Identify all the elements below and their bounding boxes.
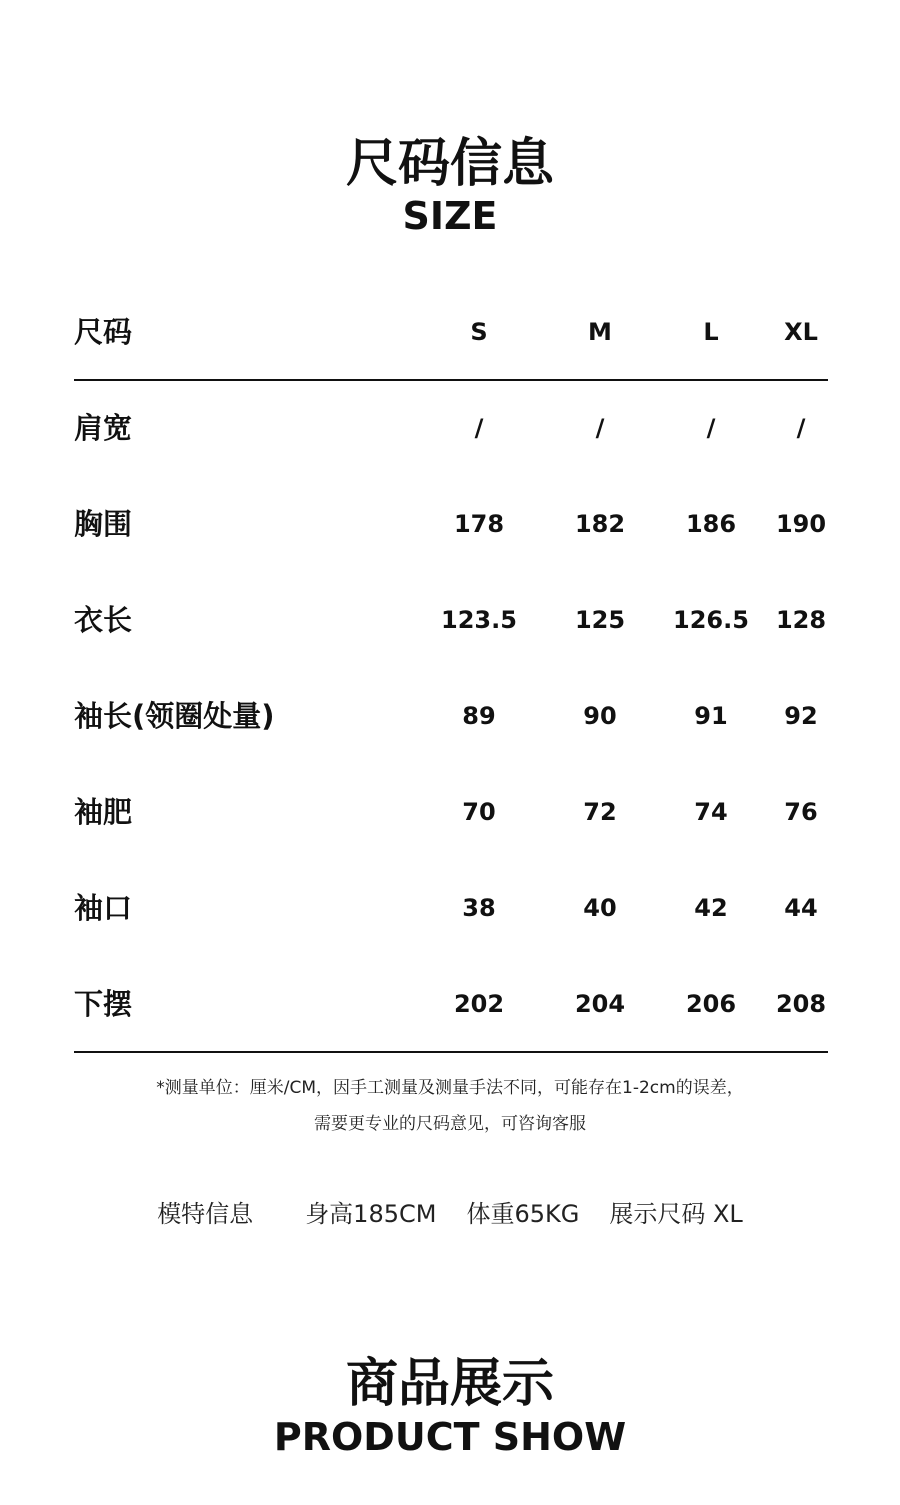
cell-value: 89 bbox=[462, 702, 496, 730]
table-row bbox=[74, 684, 828, 780]
model-weight: 体重65KG bbox=[466, 1200, 580, 1228]
measurement-note-line1: *测量单位：厘米/CM，因手工测量及测量手法不同，可能存在1-2cm的误差， bbox=[156, 1078, 744, 1098]
cell-value: 204 bbox=[574, 990, 626, 1018]
cell-value: 125 bbox=[574, 606, 626, 634]
product-show-title-en: PRODUCT SHOW bbox=[273, 1415, 627, 1459]
measurement-note-line2: 需要更专业的尺码意见，可咨询客服 bbox=[314, 1114, 586, 1134]
table-header-row bbox=[74, 300, 828, 396]
cell-value: 190 bbox=[775, 510, 827, 538]
row-label: 胸围 bbox=[74, 507, 133, 541]
model-info-label: 模特信息 bbox=[157, 1200, 254, 1228]
table-row bbox=[74, 780, 828, 876]
size-title-en: SIZE bbox=[402, 194, 498, 238]
cell-value: 202 bbox=[453, 990, 505, 1018]
cell-value: 206 bbox=[685, 990, 737, 1018]
table-row bbox=[74, 492, 828, 588]
row-label: 衣长 bbox=[74, 603, 133, 637]
cell-value: / bbox=[595, 414, 605, 442]
product-show-title-zh: 商品展示 bbox=[345, 1354, 554, 1414]
header-size-l: L bbox=[703, 318, 719, 346]
cell-value: 90 bbox=[583, 702, 617, 730]
cell-value: 74 bbox=[694, 798, 728, 826]
cell-value: / bbox=[474, 414, 484, 442]
cell-value: 76 bbox=[784, 798, 818, 826]
cell-value: / bbox=[796, 414, 806, 442]
cell-value: 186 bbox=[685, 510, 737, 538]
cell-value: 72 bbox=[583, 798, 617, 826]
table-bottom-divider bbox=[74, 1051, 828, 1053]
row-label: 肩宽 bbox=[74, 411, 133, 445]
cell-value: 128 bbox=[775, 606, 827, 634]
cell-value: 40 bbox=[583, 894, 617, 922]
header-label: 尺码 bbox=[74, 315, 133, 349]
table-row bbox=[74, 876, 828, 972]
model-info bbox=[0, 1196, 900, 1232]
row-label: 袖长(领圈处量) bbox=[74, 699, 275, 733]
cell-value: 126.5 bbox=[673, 606, 749, 634]
model-size: 展示尺码 XL bbox=[609, 1200, 743, 1228]
cell-value: 38 bbox=[462, 894, 496, 922]
cell-value: 208 bbox=[775, 990, 827, 1018]
cell-value: 178 bbox=[453, 510, 505, 538]
cell-value: 91 bbox=[694, 702, 728, 730]
row-label: 袖口 bbox=[74, 891, 133, 925]
header-size-m: M bbox=[588, 318, 612, 346]
cell-value: 182 bbox=[574, 510, 626, 538]
cell-value: 92 bbox=[784, 702, 818, 730]
row-label: 袖肥 bbox=[74, 795, 133, 829]
table-row bbox=[74, 396, 828, 492]
size-title-zh: 尺码信息 bbox=[345, 134, 554, 194]
cell-value: 44 bbox=[784, 894, 818, 922]
cell-value: 123.5 bbox=[441, 606, 517, 634]
cell-value: / bbox=[706, 414, 716, 442]
row-label: 下摆 bbox=[74, 987, 133, 1021]
cell-value: 42 bbox=[694, 894, 728, 922]
header-size-s: S bbox=[470, 318, 488, 346]
table-row bbox=[74, 972, 828, 1068]
table-row bbox=[74, 588, 828, 684]
header-size-xl: XL bbox=[784, 318, 818, 346]
model-height: 身高185CM bbox=[305, 1200, 437, 1228]
cell-value: 70 bbox=[462, 798, 496, 826]
size-table bbox=[74, 300, 828, 1068]
header-divider bbox=[74, 379, 828, 381]
